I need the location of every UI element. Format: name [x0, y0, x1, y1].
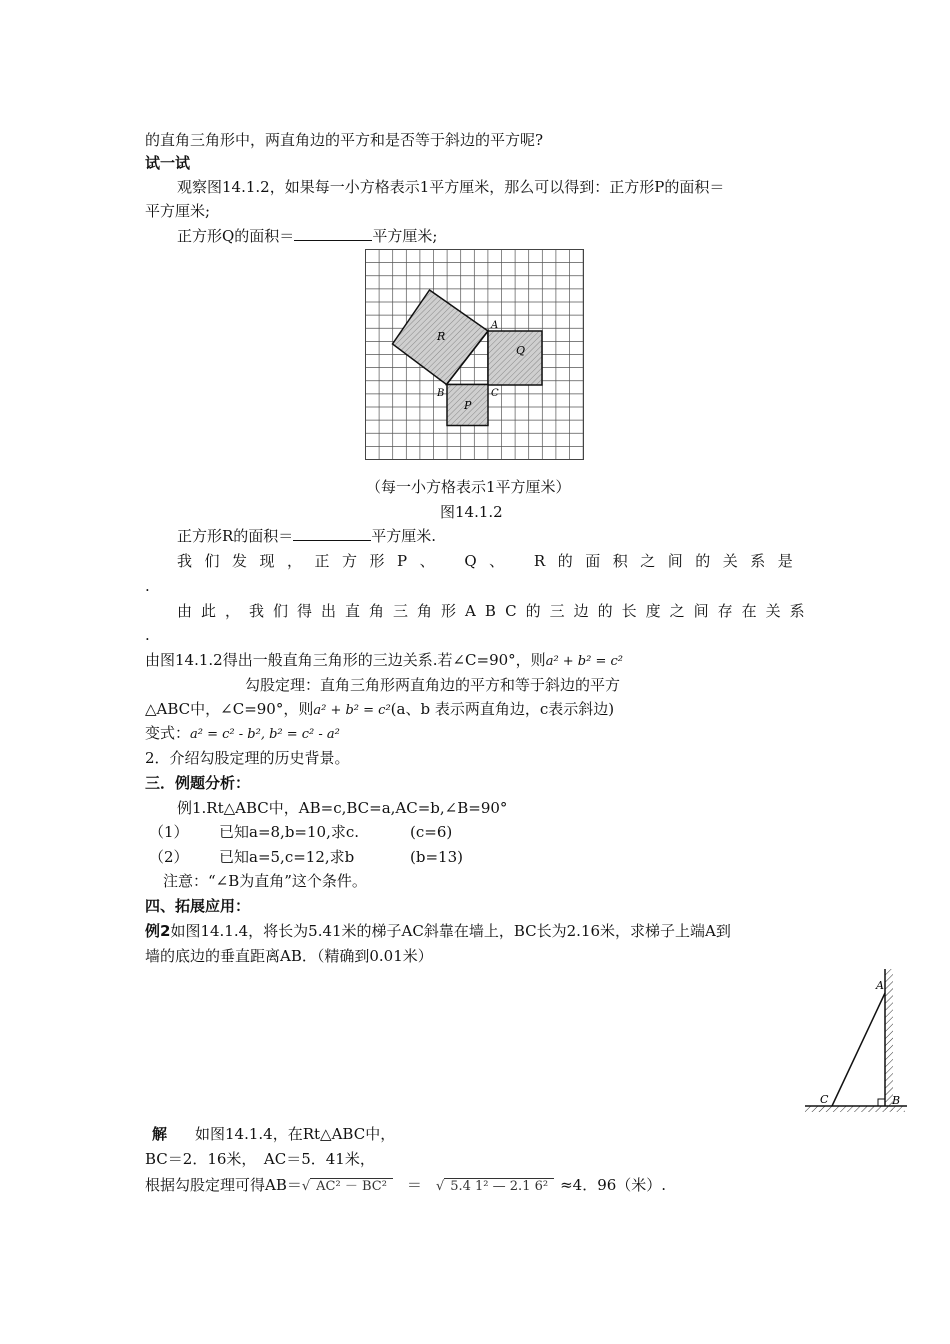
text-line-3: 观察图14.1.2，如果每一小方格表示1平方厘米，那么可以得到：正方形P的面积＝: [177, 178, 725, 196]
sqrt-expression-1: √ AC² － BC²: [302, 1177, 393, 1197]
text-line-12: [145, 723, 340, 745]
text-line-7: 我们发现，正方形P、 Q、 R的面积之间的关系是: [177, 552, 806, 570]
solution-line-3: [145, 1175, 666, 1197]
example-1-part-2-num: （2）: [149, 848, 189, 866]
r-area-label: 正方形R的面积＝: [177, 527, 294, 545]
example-2-text: 如图14.1.4，将长为5.41米的梯子AC斜靠在墙上，BC长为2.16米，求梯子上端A到: [170, 922, 731, 940]
ladder-label-a: A: [876, 979, 884, 992]
figure-caption: （每一小方格表示1平方厘米）: [366, 478, 571, 496]
text-line-13: 2．介绍勾股定理的历史背景。: [145, 749, 350, 767]
variant-formula: a² = c² - b², b² = c² - a²: [190, 727, 340, 742]
q-area-unit: 平方厘米;: [372, 227, 438, 245]
text-line-9-formula: a² + b² = c²: [545, 654, 623, 669]
solution-line-1: [152, 1124, 395, 1144]
text-line-8: 由此，我们得出直角三角形ABC的三边的长度之间存在关系: [177, 602, 814, 620]
example-1-part-1-num: （1）: [149, 823, 189, 841]
q-area-blank[interactable]: [294, 226, 372, 241]
text-line-6: [177, 526, 436, 546]
r-area-blank[interactable]: [293, 526, 371, 541]
ladder-figure: [803, 965, 913, 1115]
text-line-1: 的直角三角形中，两直角边的平方和是否等于斜边的平方呢?: [145, 131, 544, 149]
grid-label-r: R: [437, 330, 446, 343]
figure-number: 图14.1.2: [440, 503, 503, 521]
equals-sign: ＝: [406, 1176, 422, 1194]
sqrt-radicand-2: 5.4 1² — 2.1 6²: [444, 1178, 554, 1194]
text-line-9: [145, 650, 623, 672]
text-line-11-a: △ABC中，∠C=90°，则: [145, 700, 314, 718]
ground: [805, 1106, 905, 1112]
grid-label-b: B: [437, 388, 445, 399]
variant-label: 变式：: [145, 724, 191, 742]
note: 注意：“∠B为直角”这个条件。: [163, 872, 367, 890]
solution-text-1: 如图14.1.4，在Rt△ABC中，: [195, 1125, 396, 1143]
heading-try: 试一试: [145, 154, 191, 172]
heading-section-3: 三．例题分析：: [145, 774, 251, 792]
text-line-4: 平方厘米;: [145, 202, 211, 220]
grid-label-a: A: [491, 320, 499, 331]
example-1-part-2-q: 已知a=5,c=12,求b: [219, 848, 355, 866]
example-1-part-1-q: 已知a=8,b=10,求c.: [219, 823, 360, 841]
solution-line-2: BC＝2．16米， AC＝5．41米，: [145, 1150, 375, 1168]
example-1: 例1.Rt△ABC中，AB=c,BC=a,AC=b,∠B=90°: [177, 799, 508, 817]
example-2-text-2: 墙的底边的垂直距离AB．（精确到0.01米）: [145, 947, 433, 965]
example-1-part-1-ans: (c=6): [410, 823, 453, 841]
r-area-unit: 平方厘米.: [371, 527, 437, 545]
solution-label: 解: [152, 1125, 168, 1143]
solution-text-3: 根据勾股定理可得AB＝: [145, 1176, 302, 1194]
theorem-statement: 勾股定理：直角三角形两直角边的平方和等于斜边的平方: [245, 676, 621, 694]
ladder-label-b: B: [892, 1094, 901, 1107]
right-angle-mark: [878, 1099, 885, 1106]
ladder-line: [832, 993, 885, 1106]
sqrt-expression-2: √ 5.4 1² — 2.1 6²: [436, 1177, 554, 1197]
text-line-9-text: 由图14.1.2得出一般直角三角形的三边关系.若∠C=90°，则: [145, 651, 546, 669]
solution-result: ≈4．96（米）.: [560, 1176, 667, 1194]
example-2-label: 例2: [145, 922, 171, 940]
grid-label-q: Q: [516, 344, 526, 357]
example-1-part-2-ans: (b=13): [410, 848, 463, 866]
wall: [885, 969, 893, 1111]
text-line-7-dot: .: [145, 577, 150, 595]
text-line-11-formula: a² + b² = c²: [313, 703, 391, 718]
sqrt-radicand-1: AC² － BC²: [310, 1178, 393, 1194]
example-2: [145, 921, 731, 941]
grid-label-p: P: [464, 399, 472, 412]
ladder-label-c: C: [820, 1093, 829, 1106]
square-q: [488, 331, 542, 385]
q-area-label: 正方形Q的面积＝: [177, 227, 295, 245]
text-line-11-b: (a、b 表示两直角边，c表示斜边): [390, 700, 615, 718]
heading-section-4: 四、拓展应用：: [145, 897, 251, 915]
grid-figure: [360, 244, 590, 469]
text-line-5: [177, 226, 437, 246]
text-line-11: [145, 699, 614, 721]
grid-label-c: C: [491, 388, 499, 399]
text-line-8-dot: .: [145, 626, 150, 644]
